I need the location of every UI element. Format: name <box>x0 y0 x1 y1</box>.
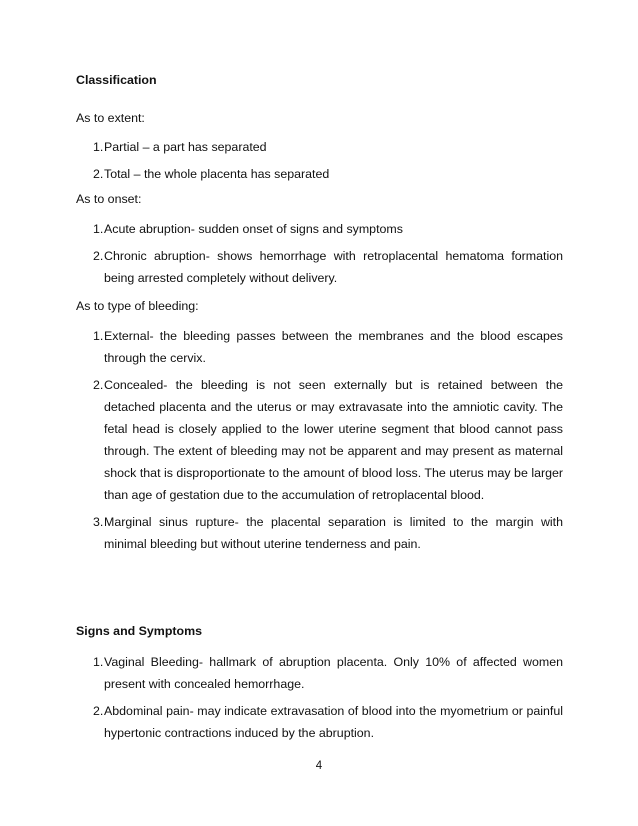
classification-heading: Classification <box>76 73 157 87</box>
extent-label: As to extent: <box>76 111 145 125</box>
bleeding-label: As to type of bleeding: <box>76 299 199 313</box>
list-item-text: Acute abruption- sudden onset of signs and symptoms <box>104 222 403 236</box>
signs-heading: Signs and Symptoms <box>76 624 202 638</box>
list-item <box>76 163 563 185</box>
extent-list <box>76 136 563 190</box>
list-item-text: Chronic abruption- shows hemorrhage with retroplacental hematoma formation being arrested completely without delivery. <box>104 249 563 285</box>
list-item-number: 2. <box>93 704 104 718</box>
list-item <box>76 374 563 506</box>
list-item-number: 2. <box>93 167 104 181</box>
list-item-text: Total – the whole placenta has separated <box>104 167 330 181</box>
onset-label: As to onset: <box>76 192 142 206</box>
list-item <box>76 245 563 289</box>
list-item-text: Concealed- the bleeding is not seen externally but is retained between the detached placenta and the uterus or may extravasate into the amniotic cavity. The fetal head is closely applied to the lower uterine segment that blood cannot pass through. The extent of bleeding may not be apparent and may present as maternal shock that is disproportionate to the amount of blood loss. The uterus may be larger than age of gestation due to the accumulation of retroplacental blood. <box>104 378 563 502</box>
list-item <box>76 511 563 555</box>
list-item-number: 2. <box>93 378 104 392</box>
list-item <box>76 325 563 369</box>
list-item-text: Partial – a part has separated <box>104 140 267 154</box>
onset-list <box>76 218 563 294</box>
list-item-number: 3. <box>93 515 104 529</box>
list-item-text: Vaginal Bleeding- hallmark of abruption placenta. Only 10% of affected women present with concealed hemorrhage. <box>104 655 563 691</box>
list-item-number: 2. <box>93 249 104 263</box>
signs-list <box>76 651 563 749</box>
list-item <box>76 136 563 158</box>
list-item <box>76 651 563 695</box>
list-item-text: Marginal sinus rupture- the placental separation is limited to the margin with minimal bleeding but without uterine tenderness and pain. <box>104 515 563 551</box>
list-item-number: 1. <box>93 140 104 154</box>
list-item-text: Abdominal pain- may indicate extravasation of blood into the myometrium or painful hypertonic contractions induced by the abruption. <box>104 704 563 740</box>
list-item-number: 1. <box>93 222 104 236</box>
list-item-text: External- the bleeding passes between the membranes and the blood escapes through the cervix. <box>104 329 563 365</box>
list-item-number: 1. <box>93 329 104 343</box>
list-item <box>76 700 563 744</box>
page-number: 4 <box>315 760 323 772</box>
bleeding-list <box>76 325 563 560</box>
list-item <box>76 218 563 240</box>
list-item-number: 1. <box>93 655 104 669</box>
